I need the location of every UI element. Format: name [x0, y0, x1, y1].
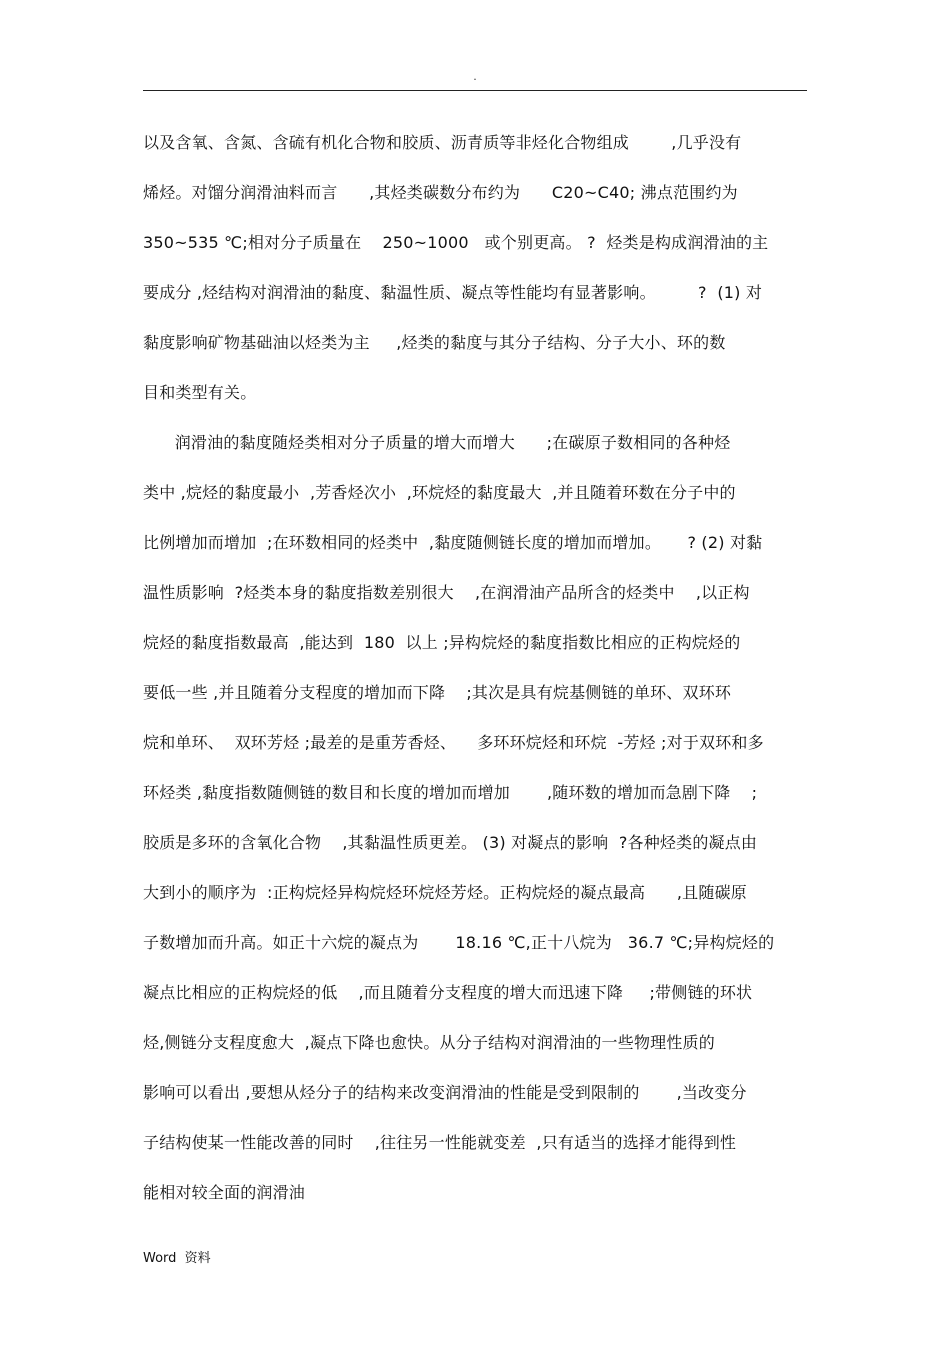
- text-line: 烯烃。对馏分润滑油料而言 ,其烃类碳数分布约为 C20~C40; 沸点范围约为: [143, 183, 738, 202]
- text-line: 温性质影响 ?烃类本身的黏度指数差别很大 ,在润滑油产品所含的烃类中 ,以正构: [143, 583, 750, 602]
- text-line: 能相对较全面的润滑油: [143, 1183, 306, 1202]
- text-line: 以及含氧、含氮、含硫有机化合物和胶质、沥青质等非烃化合物组成 ,几乎没有: [143, 133, 742, 152]
- text-line: 350~535 ℃;相对分子质量在 250~1000 或个别更高。 ? 烃类是构成润滑油的主: [143, 233, 769, 252]
- text-line: 黏度影响矿物基础油以烃类为主 ,烃类的黏度与其分子结构、分子大小、环的数: [143, 333, 726, 352]
- text-line: 烷和单环、 双环芳烃 ;最差的是重芳香烃、 多环环烷烃和环烷 -芳烃 ;对于双环和多: [143, 733, 764, 752]
- text-line: 子结构使某一性能改善的同时 ,往往另一性能就变差 ,只有适当的选择才能得到性: [143, 1133, 737, 1152]
- text-line: 烃,侧链分支程度愈大 ,凝点下降也愈快。从分子结构对润滑油的一些物理性质的: [143, 1033, 715, 1052]
- header-rule: [143, 90, 807, 91]
- text-line: 凝点比相应的正构烷烃的低 ,而且随着分支程度的增大而迅速下降 ;带侧链的环状: [143, 983, 753, 1002]
- text-line: 大到小的顺序为 :正构烷烃异构烷烃环烷烃芳烃。正构烷烃的凝点最高 ,且随碳原: [143, 883, 747, 902]
- footer-label: Word 资料: [143, 1251, 211, 1266]
- text-line: 影响可以看出 ,要想从烃分子的结构来改变润滑油的性能是受到限制的 ,当改变分: [143, 1083, 747, 1102]
- text-line: 胶质是多环的含氧化合物 ,其黏温性质更差。 (3) 对凝点的影响 ?各种烃类的凝点由: [143, 833, 758, 852]
- text-line: 子数增加而升高。如正十六烷的凝点为 18.16 ℃,正十八烷为 36.7 ℃;异构烷烃的: [143, 933, 775, 952]
- text-line: 烷烃的黏度指数最高 ,能达到 180 以上 ;异构烷烃的黏度指数比相应的正构烷烃的: [143, 633, 741, 652]
- text-line: 比例增加而增加 ;在环数相同的烃类中 ,黏度随侧链长度的增加而增加。 ? (2) 对黏: [143, 533, 763, 552]
- text-line: 目和类型有关。: [143, 383, 257, 402]
- text-line: 润滑油的黏度随烃类相对分子质量的增大而增大 ;在碳原子数相同的各种烃: [143, 433, 731, 452]
- text-line: 要成分 ,烃结构对润滑油的黏度、黏温性质、凝点等性能均有显著影响。 ? (1) 对: [143, 283, 763, 302]
- text-line: 环烃类 ,黏度指数随侧链的数目和长度的增加而增加 ,随环数的增加而急剧下降 ;: [143, 783, 758, 802]
- header-mark: .: [473, 70, 477, 83]
- text-line: 要低一些 ,并且随着分支程度的增加而下降 ;其次是具有烷基侧链的单环、双环环: [143, 683, 732, 702]
- text-line: 类中 ,烷烃的黏度最小 ,芳香烃次小 ,环烷烃的黏度最大 ,并且随着环数在分子中的: [143, 483, 736, 502]
